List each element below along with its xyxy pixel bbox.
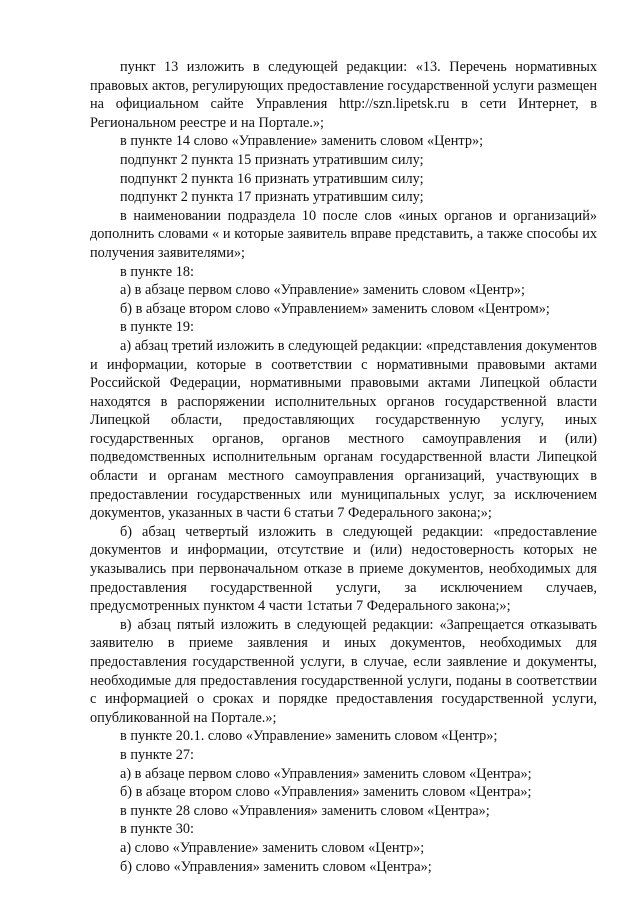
paragraph-item-19-heading: в пункте 19: [120,319,194,336]
paragraph-item-18-a: а) в абзаце первом слово «Управление» заменить словом «Центр»; [120,282,526,299]
paragraph-subitem-16: подпункт 2 пункта 16 признать утратившим силу; [120,170,424,187]
paragraph-item-28: в пункте 28 слово «Управления» заменить словом «Центра»; [120,802,490,819]
paragraph-item-19-b: б) абзац четвертый изложить в следующей редакции: «предоставление документов и информации, отсутствие и (или) недостоверность которых не указывались при первоначальном отказе в приеме документов, необходимых для предоставления государственной услуги, за исключением случаев, предусмотренных пунктом 4 части 1статьи 7 Федерального закона;»; [90,523,597,615]
paragraph-item-27-b: б) в абзаце втором слово «Управления» заменить словом «Центра»; [120,784,532,801]
paragraph-subitem-17: подпункт 2 пункта 17 признать утратившим силу; [120,189,424,206]
paragraph-item-27-a: а) в абзаце первом слово «Управления» заменить словом «Центра»; [120,765,532,782]
paragraph-item-30-b: б) слово «Управления» заменить словом «Центра»; [120,858,432,875]
document-page [90,58,597,876]
paragraph-item-18-b: б) в абзаце втором слово «Управлением» заменить словом «Центром»; [120,300,550,317]
paragraph-item-19-c: в) абзац пятый изложить в следующей редакции: «Запрещается отказывать заявителю в приеме заявления и иных документов, необходимых для предоставления государственной услуги, в случае, если заявление и документы, необходимые для предоставления государственной услуги, поданы в соответствии с информацией о сроках и порядке предоставления государственной услуги, опубликованной на Портале.»; [90,616,597,726]
paragraph-item-30-heading: в пункте 30: [120,821,194,838]
paragraph-item-14: в пункте 14 слово «Управление» заменить словом «Центр»; [120,133,484,150]
paragraph-item-27-heading: в пункте 27: [120,746,194,763]
paragraph-item-18-heading: в пункте 18: [120,263,194,280]
paragraph-item-19-a: а) абзац третий изложить в следующей редакции: «представления документов и информации, которые в соответствии с нормативными правовыми актами Российской Федерации, нормативными правовыми актами Липецкой области находятся в распоряжении исполнительных органов государственной власти Липецкой области, предоставляющих государственную услугу, иных государственных органов, органов местного самоуправления и (или) подведомственных исполнительным органам государственной власти Липецкой области и органам местного самоуправления организаций, участвующих в предоставлении государственных или муниципальных услуг, за исключением документов, указанных в части 6 статьи 7 Федерального закона;»; [90,337,597,522]
paragraph-item-13: пункт 13 изложить в следующей редакции: «13. Перечень нормативных правовых актов, регулирующих предоставление государственной услуги размещен на официальном сайте Управления http://szn.lipetsk.ru в сети Интернет, в Региональном реестре и на Портале.»; [90,59,597,131]
paragraph-item-30-a: а) слово «Управление» заменить словом «Центр»; [120,839,425,856]
paragraph-subsection-10: в наименовании подраздела 10 после слов «иных органов и организаций» дополнить словами « и которые заявитель вправе представить, а также способы их получения заявителями»; [90,207,597,261]
paragraph-subitem-15: подпункт 2 пункта 15 признать утратившим силу; [120,151,424,168]
paragraph-item-20-1: в пункте 20.1. слово «Управление» заменить словом «Центр»; [120,728,498,745]
